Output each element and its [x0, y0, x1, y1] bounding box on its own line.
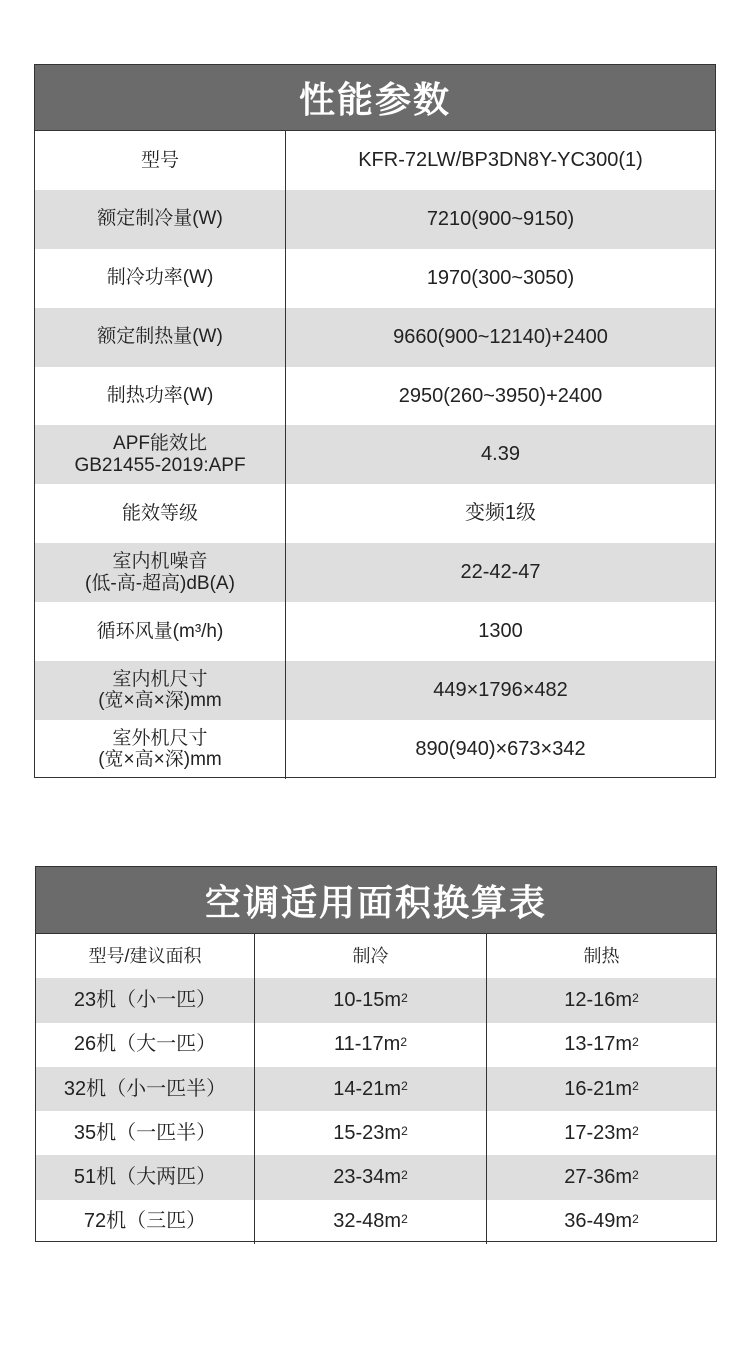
spec-label [35, 190, 285, 249]
area-unit: m [384, 1166, 402, 1189]
area-unit-exp: 2 [401, 990, 408, 1005]
area-value [564, 1122, 639, 1145]
area-table [35, 866, 717, 1242]
spec-value: 变频1级 [285, 484, 715, 543]
area-unit-exp: 2 [632, 1123, 639, 1138]
area-unit-exp: 2 [632, 1212, 639, 1227]
spec-label-line: (宽×高×深)mm [98, 690, 222, 712]
area-model: 32机（小一匹半） [63, 1077, 227, 1100]
area-value [333, 1166, 408, 1189]
spec-row [35, 602, 715, 661]
area-unit: m [383, 1033, 401, 1056]
area-unit-exp: 2 [401, 1212, 408, 1227]
area-unit: m [615, 1210, 633, 1233]
spec-value: 22-42-47 [285, 543, 715, 602]
area-model: 72机（三匹） [83, 1210, 207, 1233]
area-unit-exp: 2 [632, 1079, 639, 1094]
area-unit: m [384, 988, 402, 1011]
spec-label-line: GB21455-2019:APF [74, 454, 246, 476]
area-row [36, 1111, 716, 1155]
area-unit: m [615, 1077, 633, 1100]
spec-value: 4.39 [285, 425, 715, 484]
area-range: 12-16 [564, 988, 616, 1011]
area-unit-exp: 2 [400, 1035, 408, 1050]
area-range: 23-34 [333, 1166, 385, 1189]
area-heating [486, 978, 716, 1022]
area-heating [486, 1155, 716, 1199]
area-model: 26机（大一匹） [73, 1033, 217, 1056]
area-range: 36-49 [564, 1210, 616, 1233]
area-cooling [254, 1111, 486, 1155]
area-heating [486, 1067, 716, 1111]
area-model: 23机（小一匹） [73, 988, 217, 1011]
area-unit: m [615, 1033, 633, 1056]
area-unit: m [615, 988, 633, 1011]
area-model: 35机（一匹半） [73, 1121, 217, 1144]
spec-label-line: 制冷功率(W) [106, 267, 214, 289]
spec-value: KFR-72LW/BP3DN8Y-YC300(1) [285, 131, 715, 190]
area-value [333, 1210, 408, 1233]
spec-label-lines [74, 433, 245, 477]
spec-row [35, 131, 715, 190]
header-cooling: 制冷 [254, 934, 486, 978]
performance-rows [35, 131, 715, 779]
area-unit: m [384, 1121, 402, 1144]
spec-row [35, 190, 715, 249]
spec-label-line: 额定制冷量(W) [97, 208, 223, 230]
area-row [36, 1200, 716, 1244]
spec-label [35, 484, 285, 543]
spec-label-line: 能效等级 [121, 502, 198, 524]
spec-row [35, 425, 715, 484]
spec-label-line: 额定制热量(W) [97, 326, 223, 348]
spec-row [35, 367, 715, 426]
performance-title: 性能参数 [35, 65, 715, 131]
spec-label-line: (低-高-超高)dB(A) [85, 572, 235, 594]
area-range: 15-23 [333, 1121, 385, 1144]
area-unit: m [384, 1077, 402, 1100]
area-value [333, 1122, 408, 1145]
spec-row [35, 308, 715, 367]
spec-label-line: 制热功率(W) [106, 385, 214, 407]
spec-label [35, 131, 285, 190]
area-range: 32-48 [333, 1210, 385, 1233]
spec-label-lines [98, 669, 222, 713]
area-unit: m [384, 1210, 402, 1233]
area-row [36, 1067, 716, 1111]
area-cooling [254, 1155, 486, 1199]
spec-label-line: 室外机尺寸 [112, 727, 208, 749]
area-cooling [254, 978, 486, 1022]
spec-label-line: 循环风量(m³/h) [96, 620, 224, 642]
spec-label-line: (宽×高×深)mm [98, 749, 222, 771]
spec-label-line: 室内机尺寸 [112, 668, 208, 690]
spec-value: 1970(300~3050) [285, 249, 715, 308]
spec-value: 9660(900~12140)+2400 [285, 308, 715, 367]
spec-label-line: APF能效比 [113, 433, 207, 455]
area-heating [486, 1200, 716, 1244]
area-row [36, 978, 716, 1022]
area-cooling [254, 1067, 486, 1111]
spec-label-lines [107, 267, 214, 289]
area-rows [36, 978, 716, 1244]
spec-row [35, 720, 715, 779]
header-heating: 制热 [486, 934, 716, 978]
area-range: 27-36 [564, 1166, 616, 1189]
spec-row [35, 484, 715, 543]
spec-value: 449×1796×482 [285, 661, 715, 720]
area-header-row [36, 934, 716, 978]
spec-label [35, 425, 285, 484]
spec-row [35, 661, 715, 720]
area-unit-exp: 2 [632, 990, 639, 1005]
spec-label [35, 602, 285, 661]
area-unit: m [615, 1166, 633, 1189]
spec-label-lines [97, 208, 223, 230]
area-value [564, 1033, 639, 1056]
spec-value: 890(940)×673×342 [285, 720, 715, 779]
spec-label-lines [97, 621, 224, 643]
area-range: 10-15 [333, 988, 385, 1011]
area-unit-exp: 2 [401, 1079, 408, 1094]
spec-label-line: 室内机噪音 [112, 550, 208, 572]
spec-label [35, 249, 285, 308]
spec-value: 2950(260~3950)+2400 [285, 367, 715, 426]
area-value [564, 1078, 639, 1101]
area-cooling [254, 1023, 486, 1067]
spec-label-lines [85, 551, 235, 595]
spec-label-lines [107, 385, 214, 407]
area-value [564, 1166, 639, 1189]
area-range: 14-21 [333, 1077, 385, 1100]
area-row [36, 1023, 716, 1067]
area-range: 11-17 [333, 1033, 384, 1056]
area-heating [486, 1023, 716, 1067]
spec-value: 1300 [285, 602, 715, 661]
area-unit-exp: 2 [401, 1167, 408, 1182]
spec-label-lines [97, 326, 223, 348]
area-value [333, 1078, 408, 1101]
area-unit-exp: 2 [632, 1035, 639, 1050]
spec-label [35, 720, 285, 779]
spec-label-lines [141, 150, 179, 172]
spec-row [35, 249, 715, 308]
spec-label [35, 661, 285, 720]
spec-label-lines [122, 503, 198, 525]
area-value [334, 1033, 407, 1056]
area-range: 16-21 [564, 1077, 616, 1100]
spec-label [35, 367, 285, 426]
area-value [333, 989, 408, 1012]
spec-value: 7210(900~9150) [285, 190, 715, 249]
area-value [564, 989, 639, 1012]
spec-label [35, 308, 285, 367]
area-title: 空调适用面积换算表 [36, 867, 716, 934]
area-value [564, 1210, 639, 1233]
performance-table [34, 64, 716, 778]
spec-label-line: 型号 [140, 149, 179, 171]
area-unit-exp: 2 [401, 1123, 408, 1138]
area-row [36, 1155, 716, 1199]
spec-row [35, 543, 715, 602]
spec-label-lines [98, 728, 222, 772]
area-model: 51机（大两匹） [73, 1166, 217, 1189]
area-range: 17-23 [564, 1121, 616, 1144]
area-cooling [254, 1200, 486, 1244]
area-unit: m [615, 1121, 633, 1144]
area-unit-exp: 2 [632, 1167, 639, 1182]
area-range: 13-17 [564, 1033, 616, 1056]
area-heating [486, 1111, 716, 1155]
spec-label [35, 543, 285, 602]
header-model: 型号/建议面积 [88, 945, 202, 966]
